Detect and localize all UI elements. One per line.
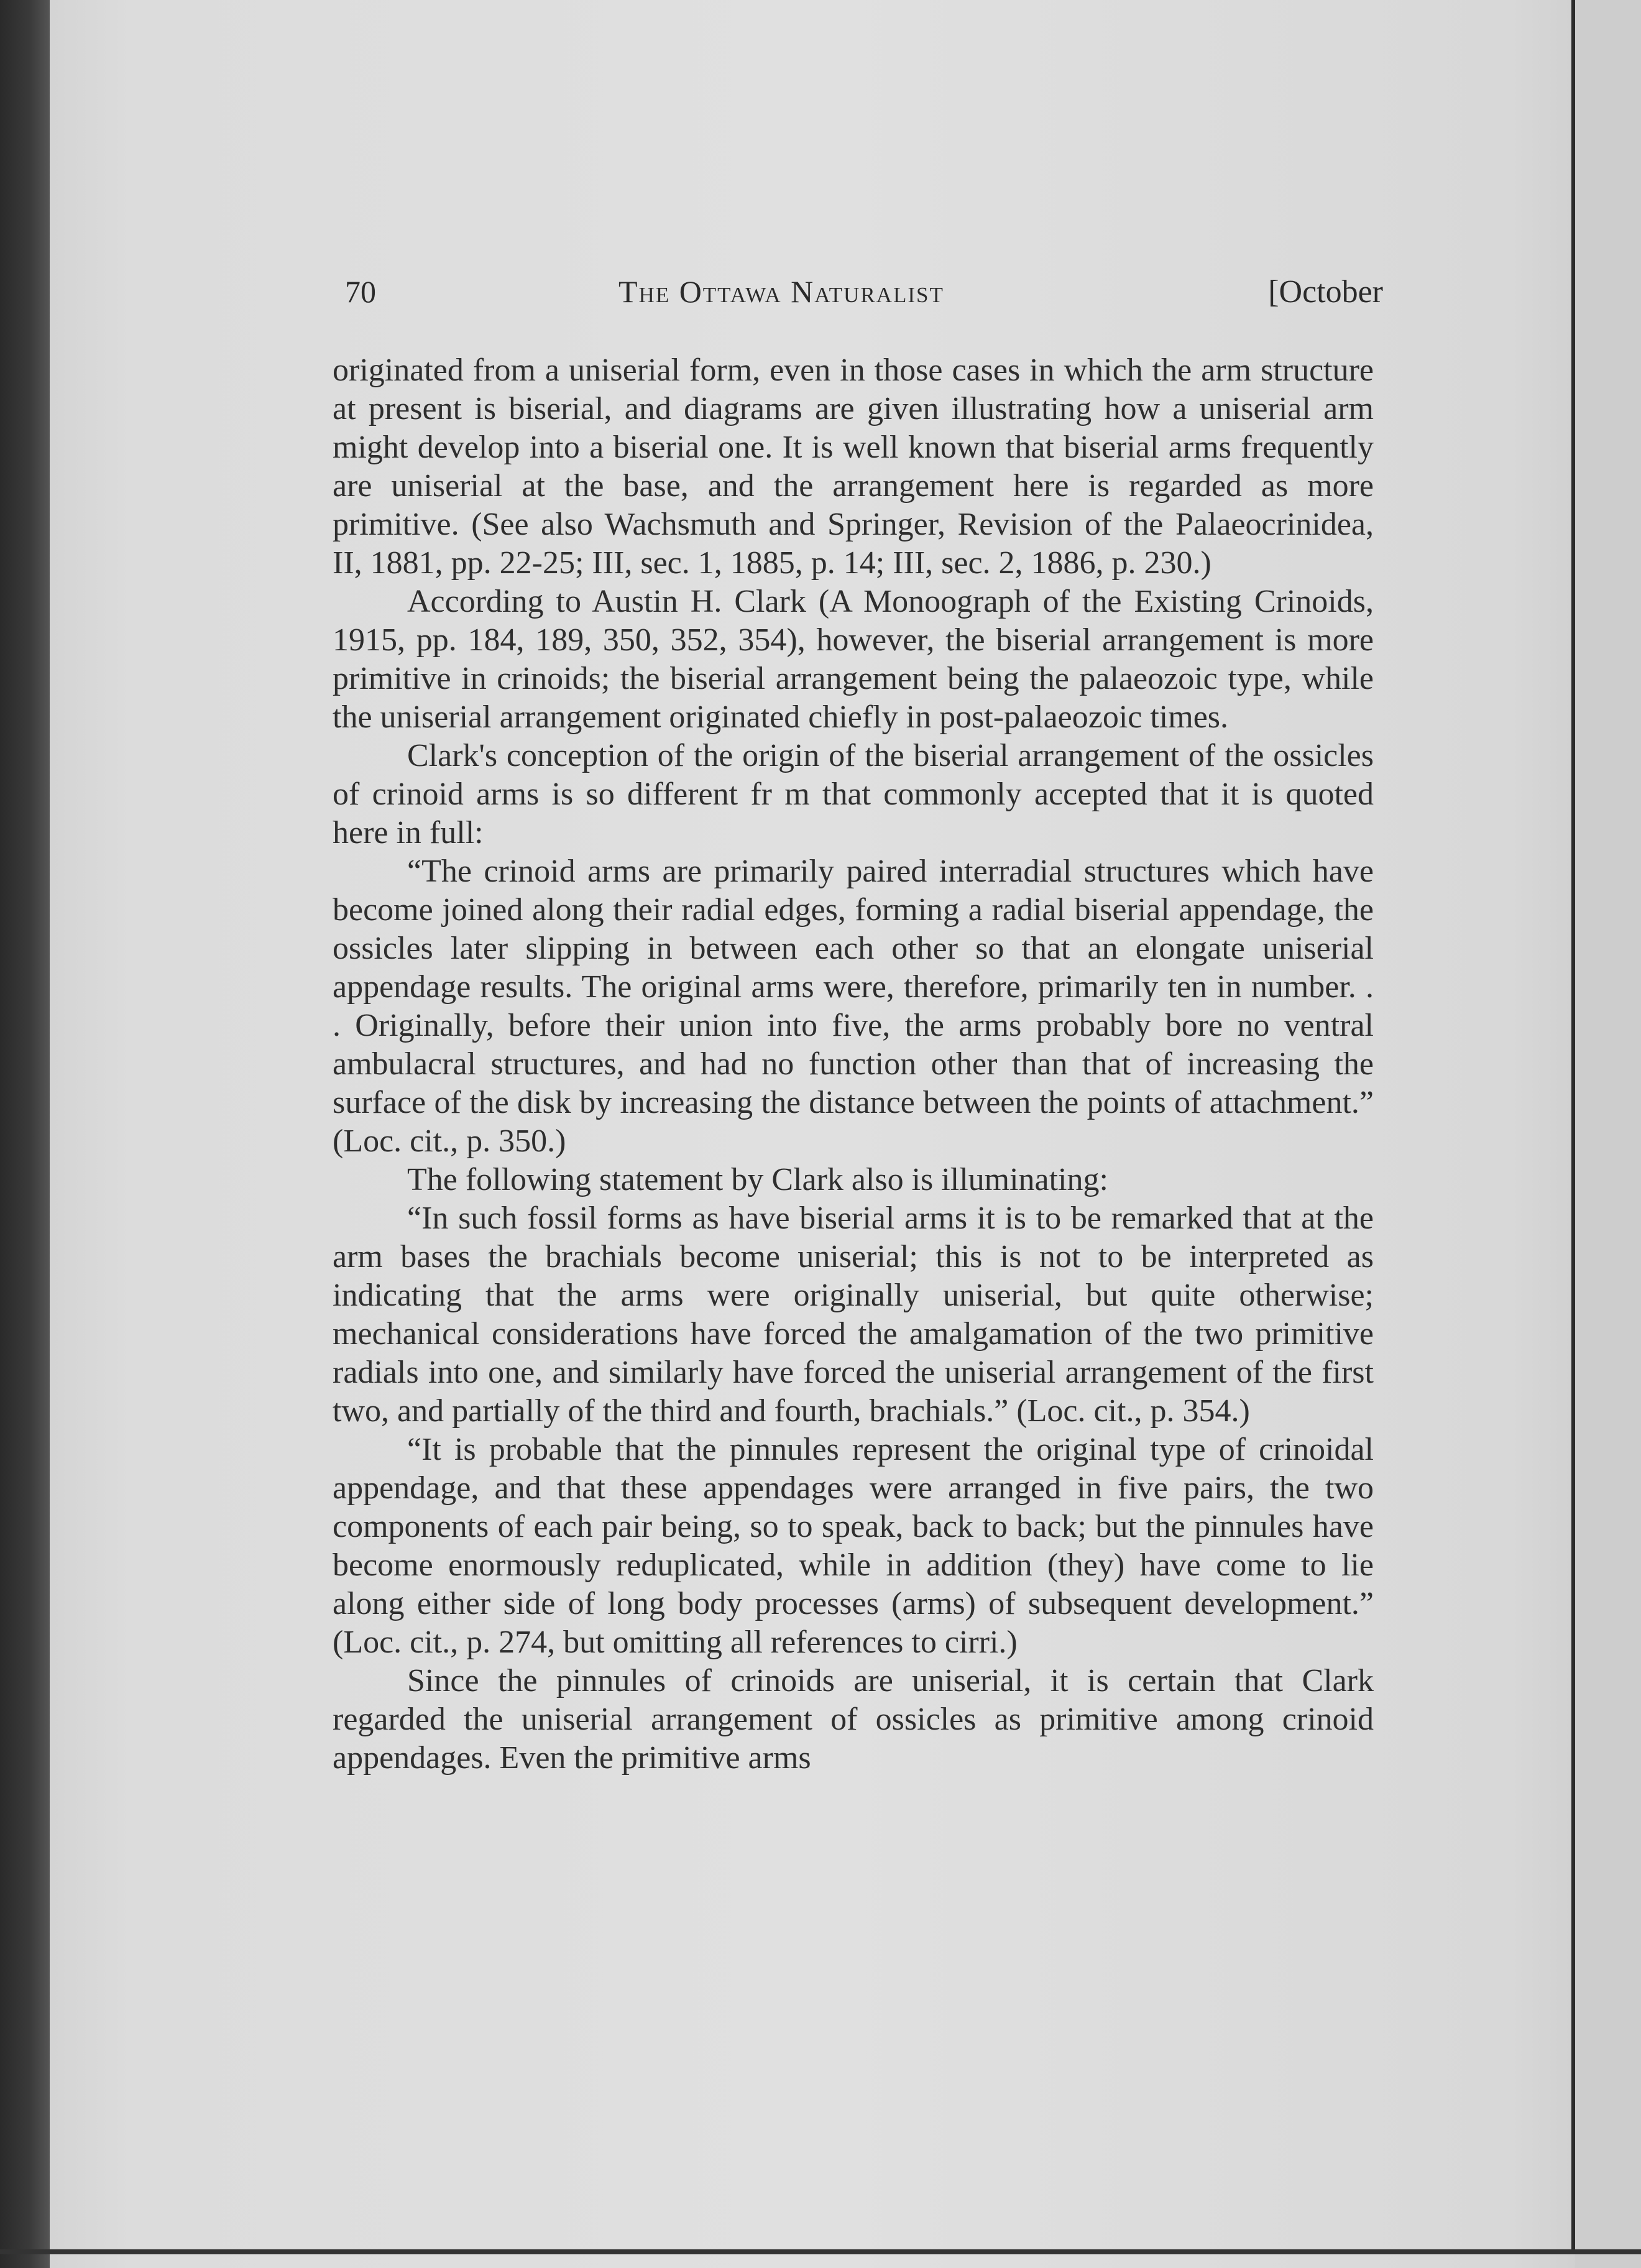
paragraph-clark-view: According to Austin H. Clark (A Monoograph of the Existing Crinoids, 1915, pp. 184, 189, 350, 352, 354), however, the biserial arrangement is more primitive in crinoids; the biserial arrangement being the palaeozoic type, while the uniserial arrangement originated chiefly in post-palaeozoic times. <box>333 584 1374 735</box>
scan-left-binding-edge <box>0 0 50 2268</box>
quote-fossil-forms: “In such fossil forms as have biserial arms it is to be remarked that at the arm bases the brachials become uniserial; this is not to be interpreted as indicating that the arms were originally uniserial, but quite otherwise; mechanical considerations have forced the amalgamation of the two primitive radials into one, and similarly have forced the uniserial arrangement of the first two, and partially of the third and fourth, brachials.” (Loc. cit., p. 354.) <box>333 1201 1374 1429</box>
quote-interradial-structures: “The crinoid arms are primarily paired interradial structures which have become joined along their radial edges, forming a radial biserial appendage, the ossicles later slipping in between each other so that an elongate uniserial appendage results. The original arms were, therefore, primarily ten in number. . . Originally, before their union into five, the arms probably bore no ventral ambulacral structures, and had no function other than that of increasing the surface of the disk by increasing the distance between the points of attachment.” (Loc. cit., p. 350.) <box>333 854 1374 1159</box>
paragraph-clark-conception: Clark's conception of the origin of the biserial arrangement of the ossicles of crinoid arms is so different fr m that commonly accepted that it is quoted here in full: <box>333 738 1374 850</box>
running-header <box>345 274 1383 323</box>
page-number: 70 <box>345 274 376 309</box>
journal-title: The Ottawa Naturalist <box>618 274 944 309</box>
issue-month: [October <box>1268 274 1383 310</box>
paragraph-conclusion: Since the pinnules of crinoids are uniserial, it is certain that Clark regarded the uniserial arrangement of ossicles as primitive among crinoid appendages. Even the primitive arms <box>333 1663 1374 1776</box>
paragraph-following-statement: The following statement by Clark also is illuminating: <box>407 1162 1108 1197</box>
scan-right-margin <box>1575 0 1641 2268</box>
quote-pinnules: “It is probable that the pinnules represent the original type of crinoidal appendage, and that these appendages were arranged in five pairs, the two components of each pair being, so to speak, back to back; but the pinnules have become enormously reduplicated, while in addition (they) have come to lie along either side of long body processes (arms) of subsequent development.” (Loc. cit., p. 274, but omitting all references to cirri.) <box>333 1432 1374 1660</box>
article-body <box>333 351 1374 1777</box>
paragraph-continuation: originated from a uniserial form, even in those cases in which the arm structure at present is biserial, and diagrams are given illustrating how a uniserial arm might develop into a biserial one. It is well known that biserial arms frequently are uniserial at the base, and the arrangement here is regarded as more primitive. (See also Wachsmuth and Springer, Revision of the Palaeocrinidea, II, 1881, pp. 22-25; III, sec. 1, 1885, p. 14; III, sec. 2, 1886, p. 230.) <box>333 353 1374 581</box>
scan-right-border-line <box>1571 0 1575 2251</box>
scan-bottom-border-line <box>0 2249 1641 2254</box>
